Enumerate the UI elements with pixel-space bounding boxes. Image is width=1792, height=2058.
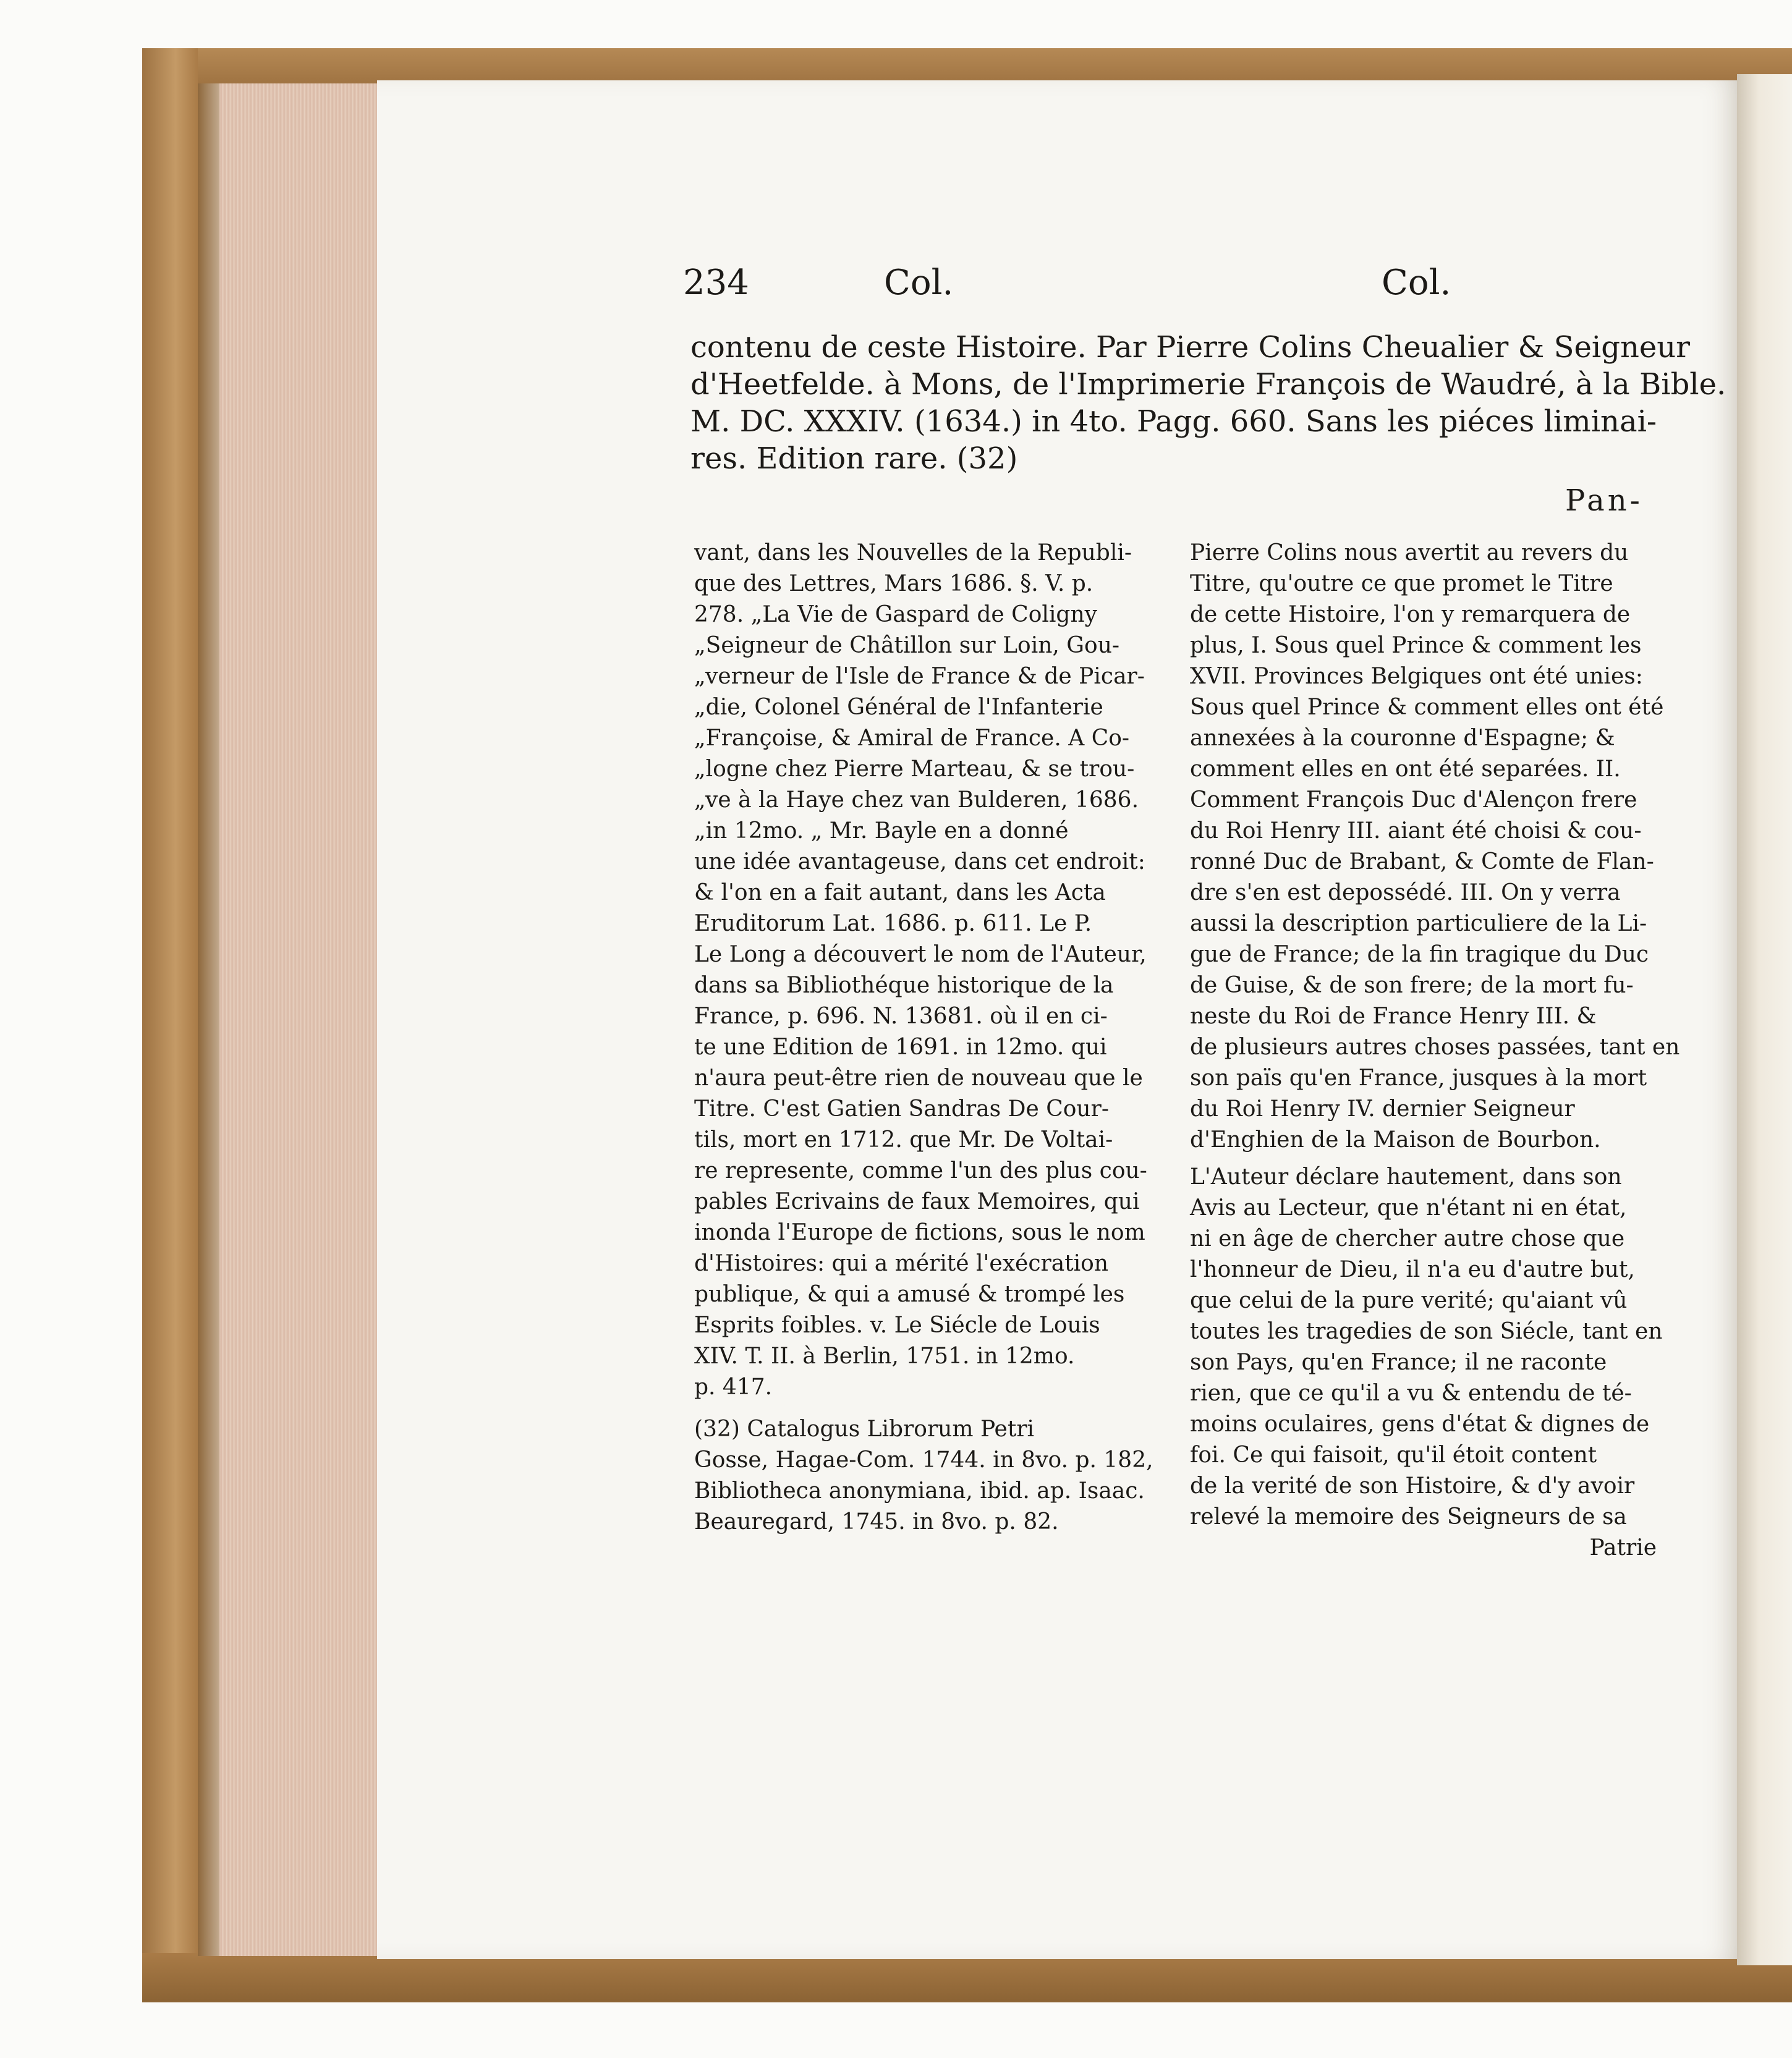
- text-line: n'aura peut-être rien de nouveau que le: [694, 1065, 1143, 1091]
- top-text-line: d'Heetfelde. à Mons, de l'Imprimerie François de Waudré, à la Bible.: [690, 367, 1726, 402]
- text-line: d'Enghien de la Maison de Bourbon.: [1190, 1127, 1601, 1153]
- running-head-left: Col.: [884, 263, 954, 303]
- text-line: „Françoise, & Amiral de France. A Co-: [694, 726, 1130, 751]
- page-fore-edge: [219, 83, 377, 1956]
- text-line: & l'on en a fait autant, dans les Acta: [694, 880, 1106, 905]
- text-line: Titre. C'est Gatien Sandras De Cour-: [694, 1096, 1109, 1122]
- text-line: ronné Duc de Brabant, & Comte de Flan-: [1190, 849, 1654, 874]
- text-line: de Guise, & de son frere; de la mort fu-: [1190, 973, 1634, 998]
- text-line: „verneur de l'Isle de France & de Picar-: [694, 664, 1145, 689]
- text-line: que celui de la pure verité; qu'aiant vû: [1190, 1288, 1628, 1313]
- text-line: une idée avantageuse, dans cet endroit:: [694, 849, 1145, 874]
- text-line: annexées à la couronne d'Espagne; &: [1190, 726, 1615, 751]
- text-line: de cette Histoire, l'on y remarquera de: [1190, 602, 1631, 627]
- top-text-line: res. Edition rare. (32): [690, 441, 1018, 476]
- text-line: Pierre Colins nous avertit au revers du: [1190, 540, 1629, 565]
- text-line: tils, mort en 1712. que Mr. De Voltai-: [694, 1127, 1113, 1153]
- top-text-line: M. DC. XXXIV. (1634.) in 4to. Pagg. 660. Sans les piéces liminai-: [690, 404, 1657, 439]
- text-line: moins oculaires, gens d'état & dignes de: [1190, 1412, 1650, 1437]
- text-line: d'Histoires: qui a mérité l'exécration: [694, 1251, 1109, 1276]
- text-line: aussi la description particuliere de la Li-: [1190, 911, 1647, 936]
- text-line: l'honneur de Dieu, il n'a eu d'autre but,: [1190, 1257, 1635, 1282]
- footnote: [694, 1414, 1164, 1538]
- text-line: dre s'en est depossédé. III. On y verra: [1190, 880, 1621, 905]
- text-line: que des Lettres, Mars 1686. §. V. p.: [694, 571, 1093, 596]
- book-cover-bottom: [142, 1953, 1792, 2002]
- text-line: XIV. T. II. à Berlin, 1751. in 12mo.: [694, 1344, 1075, 1369]
- page-number: 234: [683, 263, 749, 303]
- text-line: Esprits foibles. v. Le Siécle de Louis: [694, 1313, 1100, 1338]
- text-line: Sous quel Prince & comment elles ont été: [1190, 695, 1664, 720]
- text-line: 278. „La Vie de Gaspard de Coligny: [694, 602, 1097, 627]
- text-line: inonda l'Europe de fictions, sous le nom: [694, 1220, 1145, 1245]
- paragraph: [1190, 1162, 1663, 1533]
- text-line: Titre, qu'outre ce que promet le Titre: [1190, 571, 1613, 596]
- text-line: dans sa Bibliothéque historique de la: [694, 973, 1114, 998]
- text-line: te une Edition de 1691. in 12mo. qui: [694, 1035, 1107, 1060]
- text-line: foi. Ce qui faisoit, qu'il étoit content: [1190, 1442, 1597, 1468]
- footnote-line: Bibliotheca anonymiana, ibid. ap. Isaac.: [694, 1478, 1145, 1504]
- text-line: „die, Colonel Général de l'Infanterie: [694, 695, 1103, 720]
- book-cover-spine: [142, 48, 198, 2001]
- page-gutter: [1737, 74, 1792, 1965]
- text-line: comment elles en ont été separées. II.: [1190, 756, 1621, 782]
- text-line: de la verité de son Histoire, & d'y avoir: [1190, 1473, 1635, 1499]
- text-line: vant, dans les Nouvelles de la Republi-: [694, 540, 1132, 565]
- text-line: Comment François Duc d'Alençon frere: [1190, 787, 1637, 813]
- text-line: ni en âge de chercher autre chose que: [1190, 1226, 1625, 1251]
- text-line: France, p. 696. N. 13681. où il en ci-: [694, 1004, 1108, 1029]
- text-line: du Roi Henry IV. dernier Seigneur: [1190, 1096, 1575, 1122]
- text-line: son païs qu'en France, jusques à la mort: [1190, 1065, 1647, 1091]
- text-line: plus, I. Sous quel Prince & comment les: [1190, 633, 1642, 658]
- catchword-top: Pan-: [1565, 483, 1643, 518]
- text-line: L'Auteur déclare hautement, dans son: [1190, 1164, 1622, 1190]
- text-line: „in 12mo. „ Mr. Bayle en a donné: [694, 818, 1069, 844]
- top-text-block: [690, 329, 1726, 477]
- top-text-line: contenu de ceste Histoire. Par Pierre Colins Cheualier & Seigneur: [690, 330, 1691, 365]
- text-line: gue de France; de la fin tragique du Duc: [1190, 942, 1649, 967]
- text-line: „logne chez Pierre Marteau, & se trou-: [694, 756, 1135, 782]
- text-line: son Pays, qu'en France; il ne raconte: [1190, 1350, 1607, 1375]
- text-line: de plusieurs autres choses passées, tant en: [1190, 1035, 1680, 1060]
- footnote-line: (32) Catalogus Librorum Petri: [694, 1416, 1035, 1442]
- footnote-line: Beauregard, 1745. in 8vo. p. 82.: [694, 1509, 1059, 1535]
- footnote-line: Gosse, Hagae-Com. 1744. in 8vo. p. 182,: [694, 1447, 1153, 1473]
- running-head-right: Col.: [1382, 263, 1451, 303]
- text-line: „Seigneur de Châtillon sur Loin, Gou-: [694, 633, 1120, 658]
- text-line: XVII. Provinces Belgiques ont été unies:: [1190, 664, 1643, 689]
- text-line: Le Long a découvert le nom de l'Auteur,: [694, 942, 1147, 967]
- text-line: publique, & qui a amusé & trompé les: [694, 1282, 1125, 1307]
- text-line: neste du Roi de France Henry III. &: [1190, 1004, 1597, 1029]
- text-line: toutes les tragedies de son Siécle, tant en: [1190, 1319, 1663, 1344]
- text-line: p. 417.: [694, 1374, 773, 1400]
- text-line: du Roi Henry III. aiant été choisi & cou-: [1190, 818, 1642, 844]
- text-line: rien, que ce qu'il a vu & entendu de té-: [1190, 1381, 1632, 1406]
- text-line: pables Ecrivains de faux Memoires, qui: [694, 1189, 1140, 1214]
- fore-edge-shadow: [198, 83, 223, 1956]
- text-line: relevé la memoire des Seigneurs de sa: [1190, 1504, 1627, 1530]
- text-line: Avis au Lecteur, que n'étant ni en état,: [1190, 1195, 1627, 1221]
- left-column: [694, 538, 1164, 1538]
- catchword-bottom: Patrie: [1589, 1535, 1657, 1560]
- text-line: „ve à la Haye chez van Bulderen, 1686.: [694, 787, 1139, 813]
- text-line: Eruditorum Lat. 1686. p. 611. Le P.: [694, 911, 1092, 936]
- text-line: re represente, comme l'un des plus cou-: [694, 1158, 1147, 1184]
- right-column: [1190, 538, 1680, 1564]
